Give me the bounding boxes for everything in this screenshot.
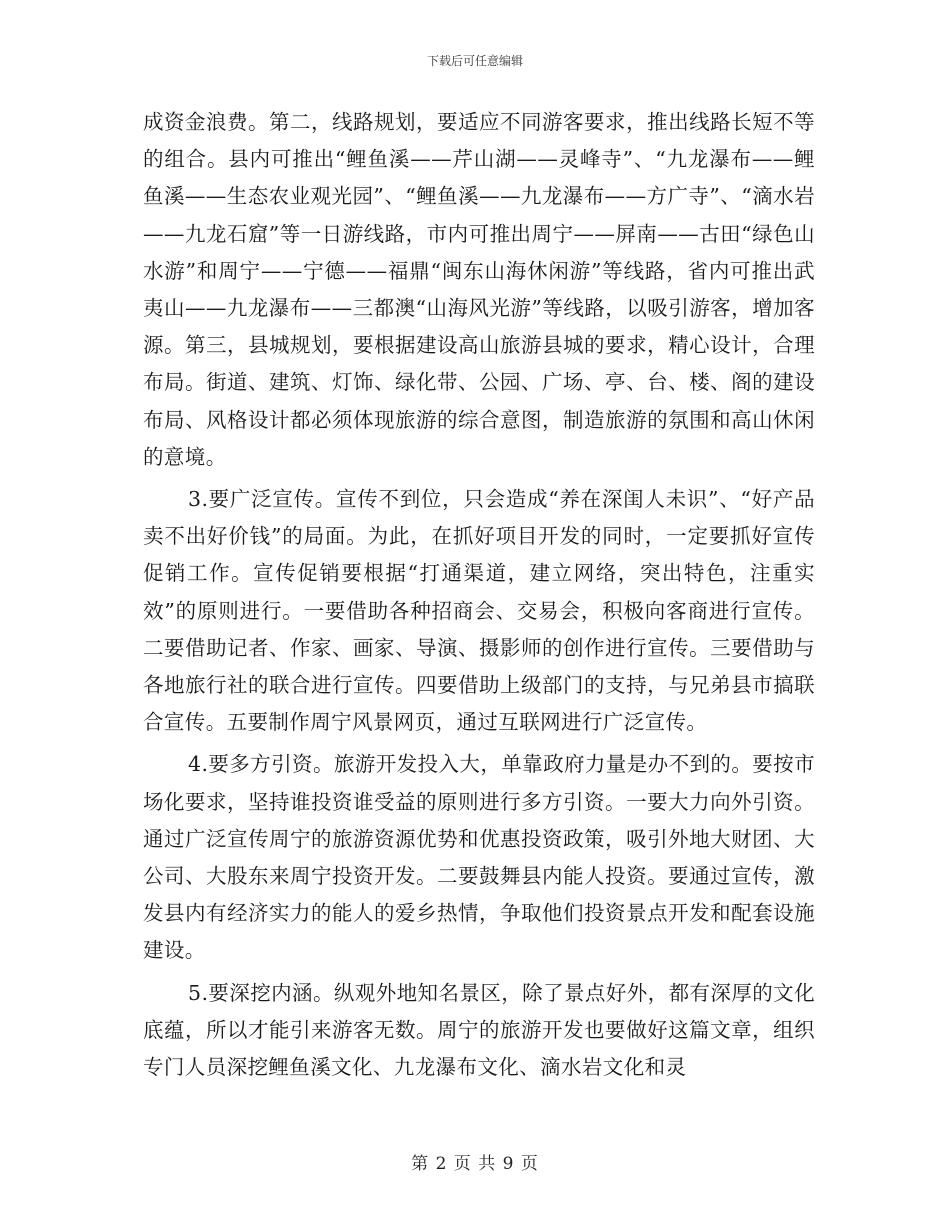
paragraph-section-5: 5.要深挖内涵。纵观外地知名景区，除了景点好外，都有深厚的文化底蕴，所以才能引来游客无数。周宁的旅游开发也要做好这篇文章，组织专门人员深挖鲤鱼溪文化、九龙瀑布文化、滴水岩文化和灵 [143,980,815,1080]
page-header: 下载后可任意编辑 [426,54,523,68]
paragraph-continuation: 成资金浪费。第二，线路规划，要适应不同游客要求，推出线路长短不等的组合。县内可推出“鲤鱼溪——芹山湖——灵峰寺”、“九龙瀑布——鲤鱼溪——生态农业观光园”、“鲤鱼溪——九龙瀑布——方广寺”、“滴水岩——九龙石窟”等一日游线路，市内可推出周宁——屏南——古田“绿色山水游”和周宁——宁德——福鼎“闽东山海休闲游”等线路，省内可推出武夷山——九龙瀑布——三都澳“山海风光游”等线路，以吸引游客，增加客源。第三，县城规划，要根据建设高山旅游县城的要求，精心设计，合理布局。街道、建筑、灯饰、绿化带、公园、广场、亭、台、楼、阁的建设布局、风格设计都必须体现旅游的综合意图，制造旅游的氛围和高山休闲的意境。 [143,110,815,469]
document-body [143,104,815,1091]
page-number-footer: 第 2 页 共 9 页 [411,1154,539,1174]
paragraph-section-4: 4.要多方引资。旅游开发投入大，单靠政府力量是办不到的。要按市场化要求，坚持谁投资谁受益的原则进行多方引资。一要大力向外引资。通过广泛宣传周宁的旅游资源优势和优惠投资政策，吸引外地大财团、大公司、大股东来周宁投资开发。二要鼓舞县内能人投资。要通过宣传，激发县内有经济实力的能人的爱乡热情，争取他们投资景点开发和配套设施建设。 [143,752,815,963]
paragraph-section-3: 3.要广泛宣传。宣传不到位，只会造成“养在深闺人未识”、“好产品卖不出好价钱”的局面。为此，在抓好项目开发的同时，一定要抓好宣传促销工作。宣传促销要根据“打通渠道，建立网络，突出特色，注重实效”的原则进行。一要借助各种招商会、交易会，积极向客商进行宣传。二要借助记者、作家、画家、导演、摄影师的创作进行宣传。三要借助与各地旅行社的联合进行宣传。四要借助上级部门的支持，与兄弟县市搞联合宣传。五要制作周宁风景网页，通过互联网进行广泛宣传。 [143,487,815,735]
